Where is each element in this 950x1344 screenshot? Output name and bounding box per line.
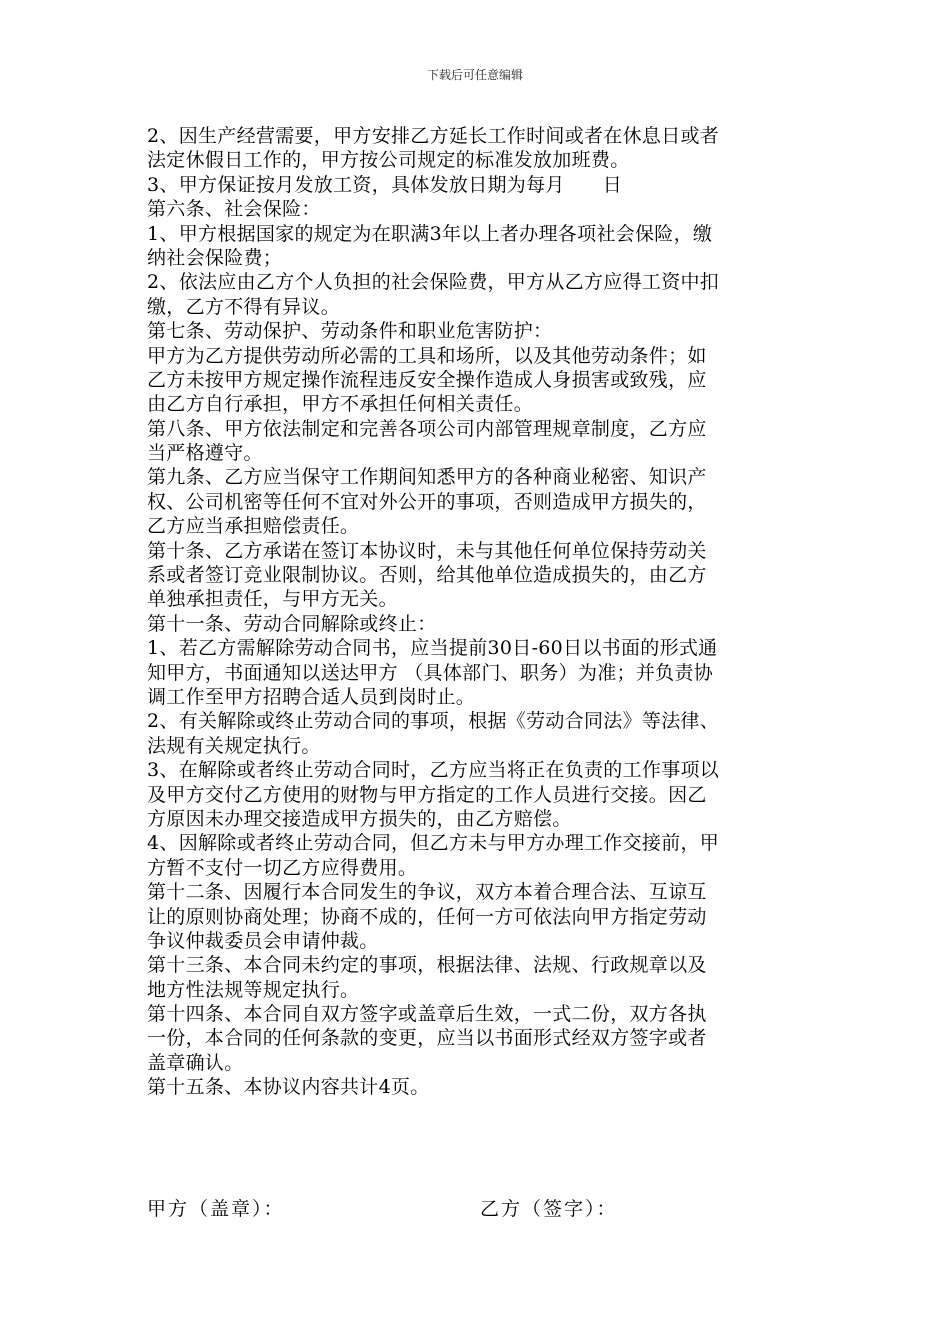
text-line: 由乙方自行承担，甲方不承担任何相关责任。 bbox=[147, 393, 534, 416]
section-heading: 第九条、乙方应当保守工作期间知悉甲方的各种商业秘密、知识产 bbox=[147, 466, 707, 489]
section-heading: 第十四条、本合同自双方签字或盖章后生效，一式二份，双方各执 bbox=[147, 1003, 707, 1026]
signature-row bbox=[147, 1196, 809, 1222]
text-line: 知甲方，书面通知以送达甲方 （具体部门、职务）为准；并负责协 bbox=[147, 661, 714, 684]
text-line: 方暂不支付一切乙方应得费用。 bbox=[147, 856, 418, 879]
section-heading: 第十条、乙方承诺在签订本协议时，未与其他任何单位保持劳动关 bbox=[147, 539, 707, 562]
text-line: 地方性法规等规定执行。 bbox=[147, 978, 360, 1001]
section-heading: 第七条、劳动保护、劳动条件和职业危害防护： bbox=[147, 320, 553, 343]
text-line: 2、有关解除或终止劳动合同的事项，根据《劳动合同法》等法律、 bbox=[147, 710, 720, 733]
text-line: 让的原则协商处理；协商不成的，任何一方可依法向甲方指定劳动 bbox=[147, 905, 707, 928]
text-line: 法规有关规定执行。 bbox=[147, 734, 321, 757]
text-line: 盖章确认。 bbox=[147, 1051, 244, 1074]
section-heading: 第八条、甲方依法制定和完善各项公司内部管理规章制度，乙方应 bbox=[147, 417, 707, 440]
text-line: 乙方未按甲方规定操作流程违反安全操作造成人身损害或致残，应 bbox=[147, 368, 707, 391]
text-line: 权、公司机密等任何不宜对外公开的事项，否则造成甲方损失的， bbox=[147, 490, 707, 513]
text-line: 单独承担责任，与甲方无关。 bbox=[147, 588, 398, 611]
text-line: 3、甲方保证按月发放工资，具体发放日期为每月 日 bbox=[147, 173, 623, 196]
text-line: 系或者签订竞业限制协议。否则，给其他单位造成损失的，由乙方 bbox=[147, 564, 707, 587]
section-heading: 第六条、社会保险： bbox=[147, 198, 321, 221]
text-line: 甲方为乙方提供劳动所必需的工具和场所，以及其他劳动条件；如 bbox=[147, 344, 707, 367]
page-header-note: 下载后可任意编辑 bbox=[426, 68, 523, 82]
party-a-seal-label: 甲方（盖章）： bbox=[147, 1198, 285, 1220]
section-heading: 第十三条、本合同未约定的事项，根据法律、法规、行政规章以及 bbox=[147, 954, 707, 977]
text-line: 及甲方交付乙方使用的财物与甲方指定的工作人员进行交接。因乙 bbox=[147, 783, 707, 806]
text-line: 调工作至甲方招聘合适人员到岗时止。 bbox=[147, 685, 476, 708]
party-b-signature-label: 乙方（签字）： bbox=[480, 1198, 618, 1220]
section-heading: 第十五条、本协议内容共计4页。 bbox=[147, 1076, 430, 1099]
text-line: 3、在解除或者终止劳动合同时，乙方应当将正在负责的工作事项以 bbox=[147, 759, 720, 782]
text-line: 缴，乙方不得有异议。 bbox=[147, 295, 341, 318]
text-line: 1、若乙方需解除劳动合同书，应当提前30日-60日以书面的形式通 bbox=[147, 637, 718, 660]
text-line: 一份，本合同的任何条款的变更，应当以书面形式经双方签字或者 bbox=[147, 1027, 707, 1050]
section-heading: 第十一条、劳动合同解除或终止： bbox=[147, 612, 437, 635]
text-line: 1、甲方根据国家的规定为在职满3年以上者办理各项社会保险，缴 bbox=[147, 222, 713, 245]
text-line: 纳社会保险费； bbox=[147, 246, 283, 269]
text-line: 法定休假日工作的，甲方按公司规定的标准发放加班费。 bbox=[147, 149, 630, 172]
text-line: 当严格遵守。 bbox=[147, 442, 263, 465]
text-line: 4、因解除或者终止劳动合同，但乙方未与甲方办理工作交接前，甲 bbox=[147, 832, 720, 855]
text-line: 争议仲裁委员会申请仲裁。 bbox=[147, 929, 379, 952]
section-heading: 第十二条、因履行本合同发生的争议，双方本着合理合法、互谅互 bbox=[147, 881, 707, 904]
text-line: 2、因生产经营需要，甲方安排乙方延长工作时间或者在休息日或者 bbox=[147, 125, 720, 147]
text-line: 2、依法应由乙方个人负担的社会保险费，甲方从乙方应得工资中扣 bbox=[147, 271, 720, 294]
contract-body bbox=[147, 124, 809, 1100]
text-line: 乙方应当承担赔偿责任。 bbox=[147, 515, 360, 538]
text-line: 方原因未办理交接造成甲方损失的，由乙方赔偿。 bbox=[147, 807, 572, 830]
